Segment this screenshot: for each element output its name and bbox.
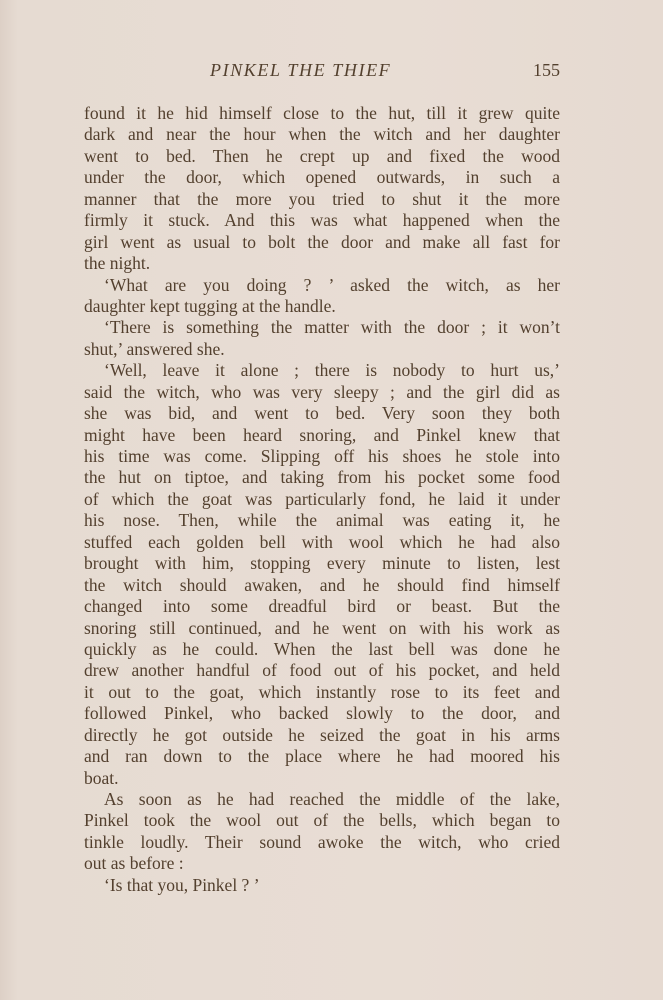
text-line: ‘There is something the matter with the door ; it won’t [104,317,560,338]
text-line: his time was come. Slipping off his shoes he stole into [84,446,560,466]
text-line: directly he got outside he seized the goat in his arms [84,724,560,745]
text-line: said the witch, who was very sleepy ; and the girl did as [84,381,560,402]
text-line: girl went as usual to bolt the door and make all fast for [84,231,560,252]
text-line: the hut on tiptoe, and taking from his pocket some food [84,467,560,488]
text-line: manner that the more you tried to shut it the more [84,188,560,209]
text-line: found it he hid himself close to the hut, till it grew quite [84,103,560,123]
text-line: the witch should awaken, and he should find himself [84,574,560,595]
text-line: of which the goat was particularly fond, he laid it under [84,488,560,509]
text-line: might have been heard snoring, and Pinkel knew that [84,424,560,445]
text-line: daughter kept tugging at the handle. [84,295,336,316]
text-line: stuffed each golden bell with wool which he had also [84,531,560,552]
text-line: snoring still continued, and he went on with his work as [84,617,560,638]
text-line: out as before : [84,853,184,874]
text-line: it out to the goat, which instantly rose to its feet and [84,681,560,702]
text-line: shut,’ answered she. [84,338,225,359]
text-line: quickly as he could. When the last bell was done he [84,638,560,659]
text-line: went to bed. Then he crept up and fixed the wood [84,145,560,166]
text-line: she was bid, and went to bed. Very soon they both [84,403,560,424]
text-line: and ran down to the place where he had moored his [84,746,560,767]
text-line: firmly it stuck. And this was what happened when the [84,210,560,231]
text-line: ‘Is that you, Pinkel ? ’ [104,874,260,895]
text-line: Pinkel took the wool out of the bells, which began to [84,810,560,831]
text-line: under the door, which opened outwards, in such a [84,167,560,188]
text-line: his nose. Then, while the animal was eating it, he [84,510,560,531]
text-line: brought with him, stopping every minute to listen, lest [84,553,560,574]
text-line: ‘What are you doing ? ’ asked the witch, as her [104,274,560,295]
body-text [84,103,560,896]
page-number: 155 [533,60,560,80]
text-line: As soon as he had reached the middle of the lake, [104,789,560,809]
chapter-title: PINKEL THE THIEF [210,60,392,80]
text-line: tinkle loudly. Their sound awoke the witch, who cried [84,831,560,852]
text-line: ‘Well, leave it alone ; there is nobody to hurt us,’ [104,360,560,381]
running-header [84,60,560,84]
text-line: dark and near the hour when the witch and her daughter [84,124,560,145]
text-line: followed Pinkel, who backed slowly to the door, and [84,703,560,724]
text-line: boat. [84,767,119,788]
text-line: drew another handful of food out of his pocket, and held [84,660,560,681]
text-line: the night. [84,253,151,274]
text-line: changed into some dreadful bird or beast. But the [84,596,560,617]
